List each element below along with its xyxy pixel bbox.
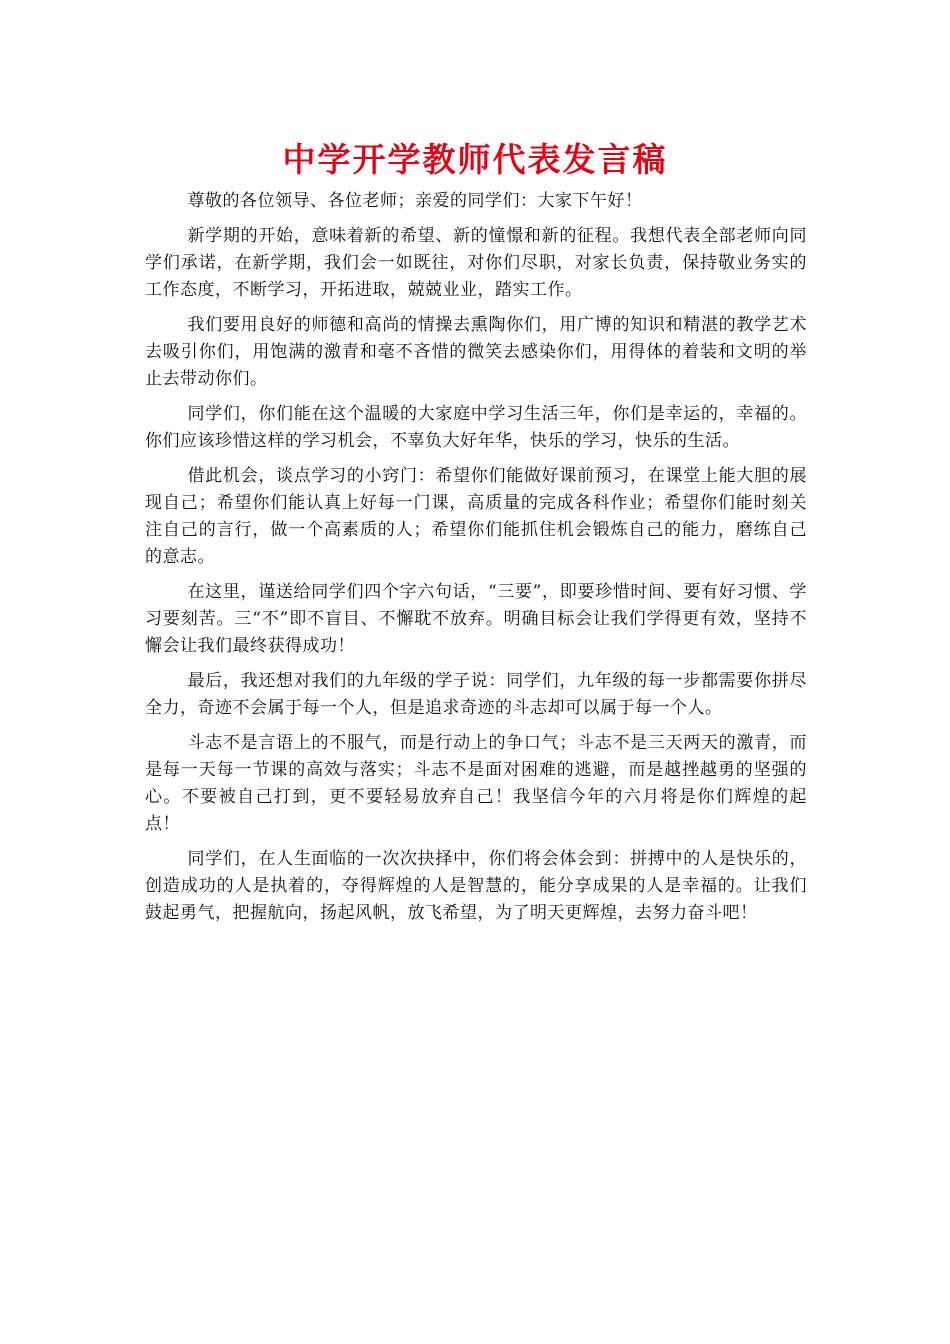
paragraph: 斗志不是言语上的不服气，而是行动上的争口气；斗志不是三天两天的激青，而是每一天每一节课的高效与落实；斗志不是面对困难的逃避，而是越挫越勇的坚强的心。不要被自己打到，更不要轻易放弃自己！我坚信今年的六月将是你们辉煌的起点！ bbox=[145, 733, 807, 834]
document-title: 中学开学教师代表发言稿 bbox=[282, 140, 668, 179]
paragraph: 我们要用良好的师德和高尚的情操去熏陶你们，用广博的知识和精湛的教学艺术去吸引你们，用饱满的激青和毫不吝惜的微笑去感染你们，用得体的着装和文明的举止去带动你们。 bbox=[145, 315, 807, 389]
paragraph: 最后，我还想对我们的九年级的学子说：同学们，九年级的每一步都需要你拼尽全力，奇迹不会属于每一个人，但是追求奇迹的斗志却可以属于每一个人。 bbox=[145, 671, 807, 718]
document-body bbox=[145, 188, 807, 935]
paragraph: 借此机会，谈点学习的小窍门：希望你们能做好课前预习，在课堂上能大胆的展现自己；希望你们能认真上好每一门课，高质量的完成各科作业；希望你们能时刻关注自己的言行，做一个高素质的人；希望你们能抓住机会锻炼自己的能力，磨练自己的意志。 bbox=[145, 466, 807, 567]
paragraph: 在这里，谨送给同学们四个字六句话，“三要”，即要珍惜时间、要有好习惯、学习要刻苦。三“不”即不盲目、不懈耽不放弃。明确目标会让我们学得更有效，坚持不懈会让我们最终获得成功！ bbox=[145, 582, 807, 656]
paragraph: 新学期的开始，意味着新的希望、新的憧憬和新的征程。我想代表全部老师向同学们承诺，在新学期，我们会一如既往，对你们尽职，对家长负责，保持敬业务实的工作态度，不断学习，开拓进取，兢兢业业，踏实工作。 bbox=[145, 226, 807, 300]
paragraph-closing: 同学们，在人生面临的一次次抉择中，你们将会体会到：拼搏中的人是快乐的，创造成功的人是执着的，夺得辉煌的人是智慧的，能分享成果的人是幸福的。让我们鼓起勇气，把握航向，扬起风帆，放飞希望，为了明天更辉煌，去努力奋斗吧！ bbox=[145, 849, 807, 923]
paragraph: 同学们，你们能在这个温暖的大家庭中学习生活三年，你们是幸运的，幸福的。你们应该珍惜这样的学习机会，不辜负大好年华，快乐的学习，快乐的生活。 bbox=[145, 404, 807, 451]
paragraph-greeting: 尊敬的各位领导、各位老师；亲爱的同学们：大家下午好！ bbox=[187, 191, 643, 211]
